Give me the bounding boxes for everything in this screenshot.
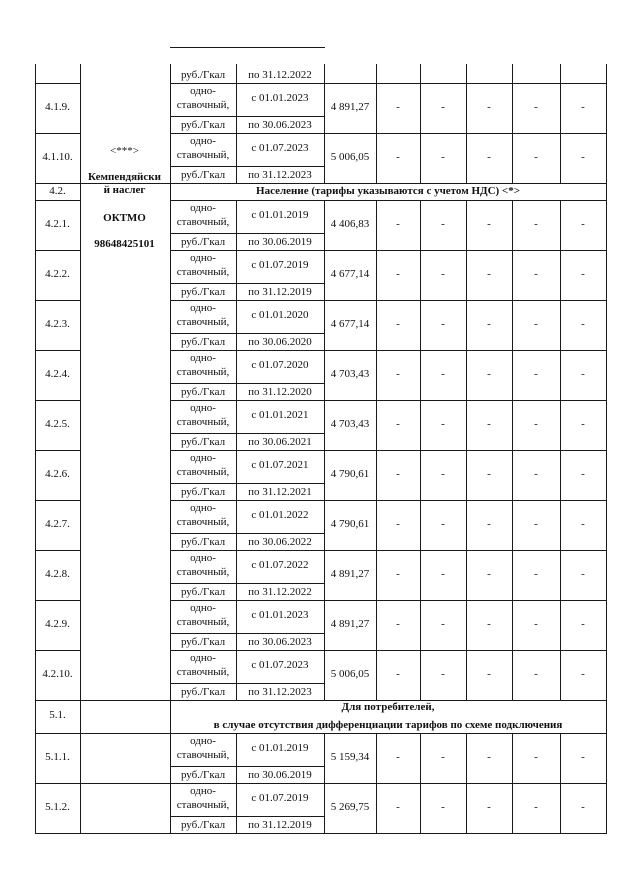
date-from: с 01.01.2019 <box>251 209 309 221</box>
section-title: Население (тарифы указываются с учетом НДС) <*> <box>256 185 520 197</box>
empty-cell-dash: - <box>534 751 538 763</box>
grid-line <box>35 650 81 651</box>
empty-cell-dash: - <box>487 268 491 280</box>
tariff-value: 5 006,05 <box>330 151 370 163</box>
grid-line <box>606 64 607 833</box>
grid-line <box>420 64 421 183</box>
tariff-unit: руб./Гкал <box>180 336 226 348</box>
tariff-value: 5 159,34 <box>330 751 370 763</box>
grid-line <box>170 483 237 484</box>
grid-line <box>170 650 607 651</box>
tariff-type-line: одно- <box>190 302 216 314</box>
org-name-line1: Кемпендяйски <box>88 171 161 183</box>
tariff-value: 4 677,14 <box>330 268 370 280</box>
grid-line <box>170 583 237 584</box>
grid-line <box>35 550 81 551</box>
date-to: по 30.06.2023 <box>248 119 312 131</box>
tariff-unit: руб./Гкал <box>180 819 226 831</box>
tariff-value: 4 703,43 <box>330 368 370 380</box>
tariff-unit: руб./Гкал <box>180 236 226 248</box>
date-from: с 01.01.2023 <box>251 609 309 621</box>
empty-cell-dash: - <box>581 468 585 480</box>
row-number: 4.1.9. <box>45 101 70 113</box>
tariff-value: 4 677,14 <box>330 318 370 330</box>
tariff-value: 5 269,75 <box>330 801 370 813</box>
date-to: по 31.12.2021 <box>248 486 312 498</box>
date-to: по 30.06.2021 <box>248 436 312 448</box>
date-from: с 01.07.2022 <box>251 559 309 571</box>
grid-line <box>170 383 237 384</box>
grid-line <box>236 766 325 767</box>
empty-cell-dash: - <box>581 568 585 580</box>
empty-cell-dash: - <box>487 668 491 680</box>
tariff-value: 4 891,27 <box>330 568 370 580</box>
row-number: 4.2.3. <box>45 318 70 330</box>
oktmo-code: 98648425101 <box>94 238 155 250</box>
empty-cell-dash: - <box>396 568 400 580</box>
tariff-unit: руб./Гкал <box>180 386 226 398</box>
grid-line <box>35 833 607 834</box>
date-from: с 01.07.2020 <box>251 359 309 371</box>
empty-cell-dash: - <box>441 368 445 380</box>
tariff-type-line: одно- <box>190 85 216 97</box>
org-stars: <***> <box>110 145 139 157</box>
grid-line <box>35 600 81 601</box>
row-number: 4.1.10. <box>42 151 73 163</box>
row-number: 5.1.2. <box>45 801 70 813</box>
grid-line <box>236 166 325 167</box>
tariff-unit: руб./Гкал <box>180 169 226 181</box>
grid-line <box>170 600 607 601</box>
empty-cell-dash: - <box>487 468 491 480</box>
empty-cell-dash: - <box>534 618 538 630</box>
empty-cell-dash: - <box>441 518 445 530</box>
empty-cell-dash: - <box>487 518 491 530</box>
tariff-unit: руб./Гкал <box>180 686 226 698</box>
tariff-type-line: одно- <box>190 352 216 364</box>
grid-line <box>35 300 81 301</box>
tariff-type-line: одно- <box>190 452 216 464</box>
tariff-value: 4 703,43 <box>330 418 370 430</box>
empty-cell-dash: - <box>487 801 491 813</box>
grid-line <box>35 83 81 84</box>
grid-line <box>170 233 237 234</box>
tariff-unit: руб./Гкал <box>180 286 226 298</box>
empty-cell-dash: - <box>581 751 585 763</box>
tariff-type-line: ставочный, <box>176 149 230 161</box>
tariff-type-line: одно- <box>190 135 216 147</box>
grid-line <box>466 64 467 183</box>
tariff-type-line: ставочный, <box>176 749 230 761</box>
date-from: с 01.07.2021 <box>251 459 309 471</box>
empty-cell-dash: - <box>581 268 585 280</box>
tariff-unit: руб./Гкал <box>180 769 226 781</box>
date-to: по 31.12.2019 <box>248 286 312 298</box>
empty-cell-dash: - <box>396 751 400 763</box>
section-title-line1: Для потребителей, <box>341 701 435 713</box>
empty-cell-dash: - <box>581 151 585 163</box>
date-from: с 01.07.2023 <box>251 142 309 154</box>
tariff-unit: руб./Гкал <box>180 436 226 448</box>
grid-line <box>170 283 237 284</box>
empty-cell-dash: - <box>396 218 400 230</box>
grid-line <box>170 766 237 767</box>
tariff-value: 4 406,83 <box>330 218 370 230</box>
grid-line <box>170 450 607 451</box>
tariff-type-line: одно- <box>190 602 216 614</box>
grid-line <box>35 350 81 351</box>
empty-cell-dash: - <box>396 318 400 330</box>
row-number: 4.2.1. <box>45 218 70 230</box>
date-from: с 01.07.2019 <box>251 792 309 804</box>
row-number: 4.2.10. <box>42 668 73 680</box>
empty-cell-dash: - <box>396 418 400 430</box>
grid-line <box>35 400 81 401</box>
tariff-type-line: ставочный, <box>176 466 230 478</box>
org-name-line2: й наслег <box>103 184 146 196</box>
grid-line <box>512 64 513 183</box>
tariff-value: 4 790,61 <box>330 468 370 480</box>
tariff-type-line: ставочный, <box>176 799 230 811</box>
tariff-type-line: ставочный, <box>176 416 230 428</box>
date-to: по 30.06.2022 <box>248 536 312 548</box>
empty-cell-dash: - <box>441 318 445 330</box>
empty-cell-dash: - <box>441 268 445 280</box>
grid-line <box>170 47 237 48</box>
empty-cell-dash: - <box>534 218 538 230</box>
empty-cell-dash: - <box>396 468 400 480</box>
empty-cell-dash: - <box>396 268 400 280</box>
date-from: с 01.07.2023 <box>251 659 309 671</box>
empty-cell-dash: - <box>396 801 400 813</box>
empty-cell-dash: - <box>487 151 491 163</box>
grid-line <box>35 133 81 134</box>
partial-row-unit: руб./Гкал <box>180 69 226 81</box>
grid-line <box>170 816 237 817</box>
grid-line <box>170 400 607 401</box>
empty-cell-dash: - <box>581 801 585 813</box>
tariff-type-line: одно- <box>190 502 216 514</box>
empty-cell-dash: - <box>534 668 538 680</box>
empty-cell-dash: - <box>441 801 445 813</box>
date-to: по 30.06.2020 <box>248 336 312 348</box>
grid-line <box>170 683 237 684</box>
empty-cell-dash: - <box>534 151 538 163</box>
empty-cell-dash: - <box>581 618 585 630</box>
date-from: с 01.01.2020 <box>251 309 309 321</box>
row-number: 4.2.9. <box>45 618 70 630</box>
grid-line <box>560 64 561 183</box>
tariff-type-line: ставочный, <box>176 99 230 111</box>
tariff-type-line: одно- <box>190 402 216 414</box>
empty-cell-dash: - <box>534 101 538 113</box>
empty-cell-dash: - <box>487 618 491 630</box>
tariff-unit: руб./Гкал <box>180 636 226 648</box>
date-from: с 01.01.2019 <box>251 742 309 754</box>
section-number: 4.2. <box>49 185 66 197</box>
grid-line <box>170 350 607 351</box>
empty-cell-dash: - <box>581 668 585 680</box>
empty-cell-dash: - <box>581 418 585 430</box>
tariff-unit: руб./Гкал <box>180 536 226 548</box>
tariff-type-line: ставочный, <box>176 266 230 278</box>
tariff-value: 4 790,61 <box>330 518 370 530</box>
tariff-type-line: ставочный, <box>176 216 230 228</box>
grid-line <box>170 633 237 634</box>
tariff-value: 5 006,05 <box>330 668 370 680</box>
grid-line <box>236 483 325 484</box>
date-to: по 31.12.2019 <box>248 819 312 831</box>
grid-line <box>236 116 325 117</box>
empty-cell-dash: - <box>581 101 585 113</box>
empty-cell-dash: - <box>487 751 491 763</box>
date-from: с 01.01.2021 <box>251 409 309 421</box>
grid-line <box>170 116 237 117</box>
tariff-type-line: ставочный, <box>176 566 230 578</box>
grid-line <box>170 500 607 501</box>
empty-cell-dash: - <box>441 151 445 163</box>
empty-cell-dash: - <box>441 668 445 680</box>
empty-cell-dash: - <box>581 368 585 380</box>
tariff-type-line: одно- <box>190 252 216 264</box>
empty-cell-dash: - <box>396 518 400 530</box>
empty-cell-dash: - <box>581 518 585 530</box>
grid-line <box>170 533 237 534</box>
grid-line <box>236 633 325 634</box>
grid-line <box>170 133 607 134</box>
empty-cell-dash: - <box>534 368 538 380</box>
row-number: 4.2.6. <box>45 468 70 480</box>
empty-cell-dash: - <box>487 568 491 580</box>
empty-cell-dash: - <box>487 218 491 230</box>
grid-line <box>170 433 237 434</box>
empty-cell-dash: - <box>487 368 491 380</box>
section-title-line2: в случае отсутствия дифференциации тарифов по схеме подключения <box>213 719 563 731</box>
tariff-type-line: ставочный, <box>176 316 230 328</box>
empty-cell-dash: - <box>441 618 445 630</box>
empty-cell-dash: - <box>396 668 400 680</box>
grid-line <box>236 233 325 234</box>
empty-cell-dash: - <box>396 101 400 113</box>
row-number: 4.2.2. <box>45 268 70 280</box>
tariff-type-line: ставочный, <box>176 366 230 378</box>
date-to: по 31.12.2023 <box>248 169 312 181</box>
empty-cell-dash: - <box>396 151 400 163</box>
grid-line <box>170 250 607 251</box>
empty-cell-dash: - <box>534 268 538 280</box>
date-from: с 01.07.2019 <box>251 259 309 271</box>
date-to: по 31.12.2022 <box>248 586 312 598</box>
grid-line <box>170 333 237 334</box>
empty-cell-dash: - <box>441 218 445 230</box>
tariff-value: 4 891,27 <box>330 618 370 630</box>
grid-line <box>170 166 237 167</box>
grid-line <box>170 83 607 84</box>
date-to: по 30.06.2023 <box>248 636 312 648</box>
row-number: 4.2.7. <box>45 518 70 530</box>
empty-cell-dash: - <box>534 568 538 580</box>
empty-cell-dash: - <box>534 318 538 330</box>
tariff-type-line: одно- <box>190 785 216 797</box>
empty-cell-dash: - <box>487 318 491 330</box>
grid-line <box>236 433 325 434</box>
tariff-type-line: ставочный, <box>176 616 230 628</box>
partial-row-date: по 31.12.2022 <box>248 69 312 81</box>
row-number: 5.1.1. <box>45 751 70 763</box>
row-number: 4.2.5. <box>45 418 70 430</box>
oktmo-label: ОКТМО <box>103 212 146 224</box>
empty-cell-dash: - <box>441 418 445 430</box>
tariff-value: 4 891,27 <box>330 101 370 113</box>
grid-line <box>35 783 607 784</box>
grid-line <box>236 683 325 684</box>
empty-cell-dash: - <box>441 568 445 580</box>
empty-cell-dash: - <box>534 418 538 430</box>
grid-line <box>35 200 81 201</box>
grid-line <box>35 250 81 251</box>
row-number: 4.2.4. <box>45 368 70 380</box>
empty-cell-dash: - <box>396 368 400 380</box>
tariff-type-line: одно- <box>190 735 216 747</box>
date-to: по 30.06.2019 <box>248 769 312 781</box>
grid-line <box>236 333 325 334</box>
empty-cell-dash: - <box>534 518 538 530</box>
empty-cell-dash: - <box>534 468 538 480</box>
empty-cell-dash: - <box>441 101 445 113</box>
grid-line <box>236 533 325 534</box>
grid-line <box>170 300 607 301</box>
grid-line <box>236 283 325 284</box>
grid-line <box>236 383 325 384</box>
tariff-type-line: одно- <box>190 552 216 564</box>
grid-line <box>35 450 81 451</box>
empty-cell-dash: - <box>534 801 538 813</box>
empty-cell-dash: - <box>487 418 491 430</box>
empty-cell-dash: - <box>581 218 585 230</box>
tariff-unit: руб./Гкал <box>180 486 226 498</box>
grid-line <box>170 200 607 201</box>
tariff-unit: руб./Гкал <box>180 119 226 131</box>
empty-cell-dash: - <box>487 101 491 113</box>
grid-line <box>35 733 607 734</box>
tariff-type-line: ставочный, <box>176 516 230 528</box>
empty-cell-dash: - <box>441 468 445 480</box>
empty-cell-dash: - <box>581 318 585 330</box>
section-number: 5.1. <box>49 709 66 721</box>
row-number: 4.2.8. <box>45 568 70 580</box>
grid-line <box>236 583 325 584</box>
tariff-type-line: одно- <box>190 652 216 664</box>
empty-cell-dash: - <box>396 618 400 630</box>
tariff-unit: руб./Гкал <box>180 586 226 598</box>
grid-line <box>170 550 607 551</box>
empty-cell-dash: - <box>441 751 445 763</box>
date-to: по 31.12.2023 <box>248 686 312 698</box>
date-from: с 01.01.2023 <box>251 92 309 104</box>
grid-line <box>376 64 377 183</box>
date-to: по 31.12.2020 <box>248 386 312 398</box>
date-to: по 30.06.2019 <box>248 236 312 248</box>
tariff-type-line: одно- <box>190 202 216 214</box>
date-from: с 01.01.2022 <box>251 509 309 521</box>
grid-line <box>236 47 325 48</box>
grid-line <box>236 816 325 817</box>
tariff-type-line: ставочный, <box>176 666 230 678</box>
grid-line <box>35 500 81 501</box>
